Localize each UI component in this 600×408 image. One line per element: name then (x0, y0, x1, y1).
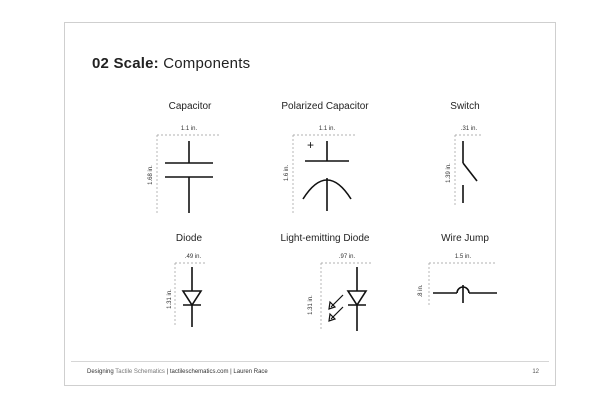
polarized-capacitor-label: Polarized Capacitor (281, 101, 369, 112)
polarized-capacitor-icon (293, 133, 363, 217)
page-title (92, 55, 250, 72)
led-height-dim: 1.31 in. (308, 295, 314, 315)
polarized-capacitor-height-dim: 1.6 in. (284, 164, 290, 182)
footer-divider (71, 361, 549, 362)
plus-sign: + (307, 138, 315, 152)
polarized-capacitor-width-dim: 1.1 in. (318, 126, 336, 132)
diode-icon (175, 261, 215, 331)
capacitor-icon (157, 133, 227, 217)
switch-icon (455, 133, 495, 217)
capacitor-label: Capacitor (168, 101, 212, 112)
wire-jump-width-dim: 1.5 in. (454, 254, 472, 260)
footer-tactile: Tactile Schematics (115, 369, 165, 375)
wire-jump-height-dim: .8 in. (418, 284, 424, 298)
capacitor-height-dim: 1.68 in. (148, 165, 154, 185)
wire-jump-label: Wire Jump (441, 233, 489, 244)
diode-width-dim: .49 in. (184, 254, 202, 260)
title-bold: 02 Scale: (92, 55, 159, 72)
wire-jump-icon (427, 261, 507, 311)
led-label: Light-emitting Diode (280, 233, 370, 244)
capacitor-width-dim: 1.1 in. (180, 126, 198, 132)
diode-height-dim: 1.31 in. (167, 289, 173, 309)
switch-width-dim: .31 in. (460, 126, 478, 132)
footer-designing: Designing (87, 369, 114, 375)
diode-label: Diode (175, 233, 203, 244)
led-icon (317, 261, 377, 333)
footer (87, 369, 268, 375)
title-rest: Components (163, 55, 251, 72)
led-width-dim: .97 in. (338, 254, 356, 260)
switch-label: Switch (450, 101, 480, 112)
page-number: 12 (532, 369, 539, 375)
slide (64, 22, 556, 386)
switch-height-dim: 1.39 in. (446, 163, 452, 183)
footer-rest: | tactileschematics.com | Lauren Race (166, 369, 268, 375)
